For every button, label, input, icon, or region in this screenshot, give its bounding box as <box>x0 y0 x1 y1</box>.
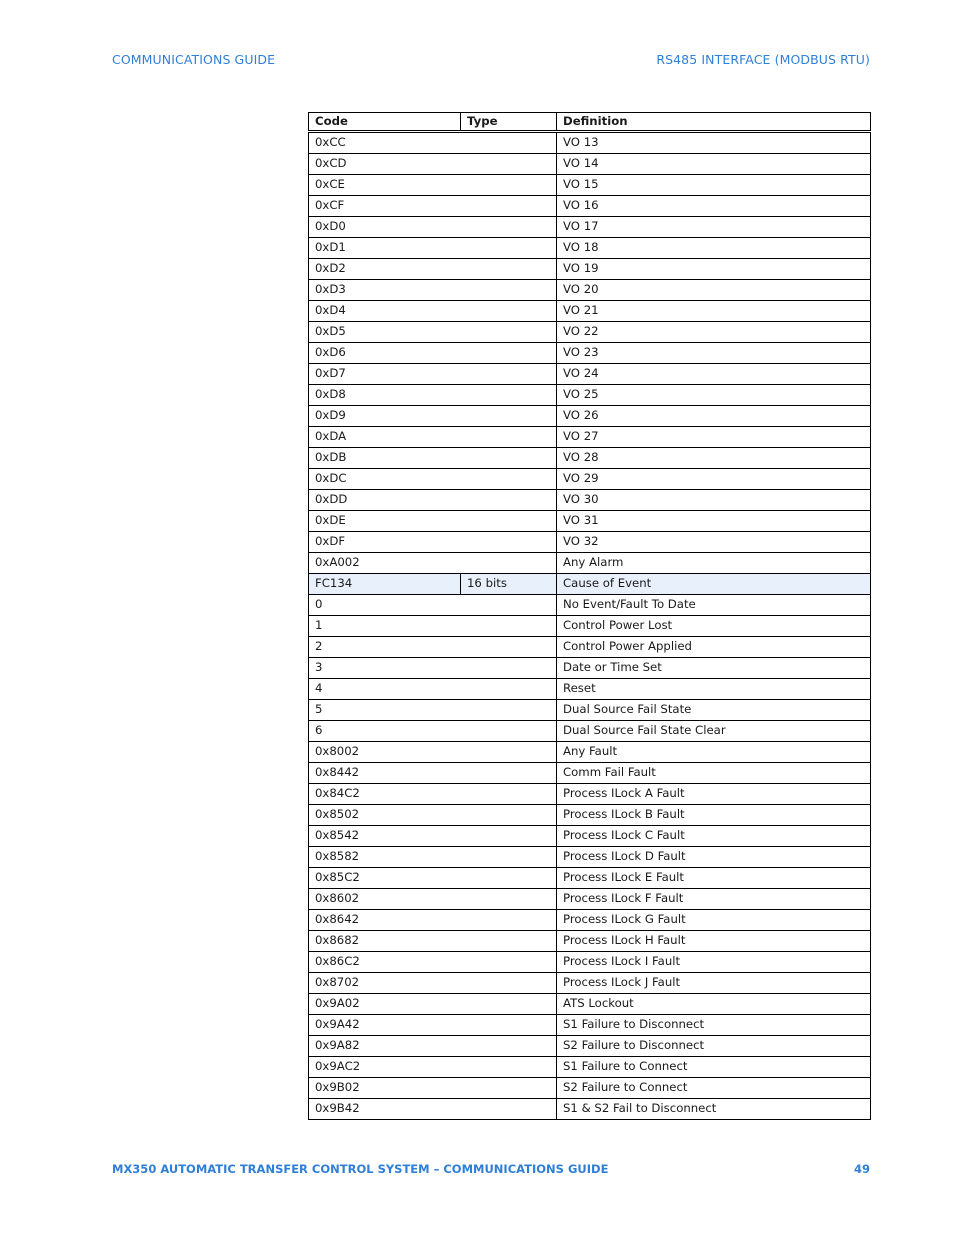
table-row <box>309 637 871 658</box>
cell-definition: VO 26 <box>557 406 871 427</box>
cell-code: 0xD9 <box>309 406 557 427</box>
table-row <box>309 889 871 910</box>
cell-definition: Process ILock F Fault <box>557 889 871 910</box>
cell-code: 0x8682 <box>309 931 557 952</box>
table-row <box>309 322 871 343</box>
cell-code: 4 <box>309 679 557 700</box>
cell-definition: VO 25 <box>557 385 871 406</box>
cell-definition: Any Alarm <box>557 553 871 574</box>
cell-code: 0x8442 <box>309 763 557 784</box>
cell-definition: S1 Failure to Disconnect <box>557 1015 871 1036</box>
column-header-definition: Definition <box>557 113 871 132</box>
cell-definition: Process ILock I Fault <box>557 952 871 973</box>
table-row <box>309 196 871 217</box>
table-row <box>309 700 871 721</box>
cell-definition: Control Power Lost <box>557 616 871 637</box>
cell-definition: VO 13 <box>557 132 871 154</box>
cell-code: 0xCC <box>309 132 557 154</box>
cell-code: 0xCE <box>309 175 557 196</box>
cell-code: 0xCF <box>309 196 557 217</box>
cell-code: 0 <box>309 595 557 616</box>
cell-code: 0x8002 <box>309 742 557 763</box>
cell-definition: VO 23 <box>557 343 871 364</box>
table-row <box>309 301 871 322</box>
cell-definition: VO 14 <box>557 154 871 175</box>
table-row <box>309 553 871 574</box>
cell-code: 0x9AC2 <box>309 1057 557 1078</box>
cell-code: 0x9B02 <box>309 1078 557 1099</box>
table-row <box>309 847 871 868</box>
cell-definition: Process ILock G Fault <box>557 910 871 931</box>
cell-code: 0xDC <box>309 469 557 490</box>
table-row <box>309 616 871 637</box>
cell-definition: Date or Time Set <box>557 658 871 679</box>
table-row <box>309 469 871 490</box>
table-row <box>309 910 871 931</box>
cell-code: 0x84C2 <box>309 784 557 805</box>
table-row <box>309 952 871 973</box>
table-row <box>309 1057 871 1078</box>
cell-code: 6 <box>309 721 557 742</box>
cell-definition: VO 18 <box>557 238 871 259</box>
cell-code: 0x8642 <box>309 910 557 931</box>
footer-document-title: MX350 AUTOMATIC TRANSFER CONTROL SYSTEM – COMMUNICATIONS GUIDE <box>112 1162 609 1176</box>
table-row <box>309 511 871 532</box>
cell-code: 0x8502 <box>309 805 557 826</box>
header-section-title: COMMUNICATIONS GUIDE <box>112 52 276 67</box>
header-chapter-title: RS485 INTERFACE (MODBUS RTU) <box>656 52 870 67</box>
cell-definition: VO 17 <box>557 217 871 238</box>
cell-definition: Process ILock B Fault <box>557 805 871 826</box>
table-row <box>309 763 871 784</box>
cell-definition: VO 24 <box>557 364 871 385</box>
cell-definition: Process ILock A Fault <box>557 784 871 805</box>
cell-definition: Any Fault <box>557 742 871 763</box>
cell-code: 0xA002 <box>309 553 557 574</box>
table-row <box>309 658 871 679</box>
page-number: 49 <box>853 1162 870 1176</box>
cell-definition: VO 22 <box>557 322 871 343</box>
code-definition-table <box>308 112 871 1120</box>
cell-code: 5 <box>309 700 557 721</box>
table-row <box>309 364 871 385</box>
table-row <box>309 1099 871 1120</box>
cell-definition: VO 16 <box>557 196 871 217</box>
cell-definition: Dual Source Fail State Clear <box>557 721 871 742</box>
cell-code: 0x8542 <box>309 826 557 847</box>
table-row <box>309 868 871 889</box>
cell-definition: Reset <box>557 679 871 700</box>
table-row <box>309 448 871 469</box>
cell-code: 0x8702 <box>309 973 557 994</box>
table-row <box>309 1036 871 1057</box>
cell-definition: No Event/Fault To Date <box>557 595 871 616</box>
table-row <box>309 175 871 196</box>
cell-code: 0xDD <box>309 490 557 511</box>
cell-definition: ATS Lockout <box>557 994 871 1015</box>
cell-definition: VO 32 <box>557 532 871 553</box>
cell-code: 1 <box>309 616 557 637</box>
table-row <box>309 679 871 700</box>
column-header-code: Code <box>309 113 461 132</box>
cell-code: 0xDE <box>309 511 557 532</box>
table-header-row <box>309 113 871 132</box>
table-row <box>309 427 871 448</box>
table-row <box>309 574 871 595</box>
cell-code: 0xD2 <box>309 259 557 280</box>
cell-code: 0xD1 <box>309 238 557 259</box>
cell-definition: VO 29 <box>557 469 871 490</box>
column-header-type: Type <box>461 113 557 132</box>
cell-definition: VO 15 <box>557 175 871 196</box>
cell-code: 0xD4 <box>309 301 557 322</box>
cell-definition: VO 28 <box>557 448 871 469</box>
cell-code: 0x86C2 <box>309 952 557 973</box>
cell-definition: VO 31 <box>557 511 871 532</box>
table-row <box>309 490 871 511</box>
cell-code: 0x8602 <box>309 889 557 910</box>
cell-code: 0xDF <box>309 532 557 553</box>
table-row <box>309 259 871 280</box>
table-row <box>309 154 871 175</box>
table-row <box>309 1078 871 1099</box>
table-body <box>309 132 871 1120</box>
cell-code: 0x9B42 <box>309 1099 557 1120</box>
table-row <box>309 973 871 994</box>
cell-definition: Process ILock E Fault <box>557 868 871 889</box>
cell-definition: Process ILock J Fault <box>557 973 871 994</box>
cell-definition: Process ILock H Fault <box>557 931 871 952</box>
cell-definition: VO 30 <box>557 490 871 511</box>
cell-code: 2 <box>309 637 557 658</box>
cell-code: 0x9A02 <box>309 994 557 1015</box>
table-row <box>309 805 871 826</box>
cell-code: 0x9A42 <box>309 1015 557 1036</box>
cell-code: 0x9A82 <box>309 1036 557 1057</box>
cell-definition: S2 Failure to Connect <box>557 1078 871 1099</box>
cell-code: 0xCD <box>309 154 557 175</box>
cell-code: 0xDB <box>309 448 557 469</box>
cell-code: 0xDA <box>309 427 557 448</box>
table-row <box>309 406 871 427</box>
cell-code: 0xD3 <box>309 280 557 301</box>
cell-definition: VO 27 <box>557 427 871 448</box>
cell-type: 16 bits <box>461 574 557 595</box>
cell-code: 0xD8 <box>309 385 557 406</box>
table-row <box>309 742 871 763</box>
table-row <box>309 280 871 301</box>
cell-code: 0x8582 <box>309 847 557 868</box>
table-row <box>309 385 871 406</box>
cell-definition: VO 19 <box>557 259 871 280</box>
cell-code: 0xD7 <box>309 364 557 385</box>
cell-definition: S1 Failure to Connect <box>557 1057 871 1078</box>
cell-definition: Dual Source Fail State <box>557 700 871 721</box>
table-row <box>309 721 871 742</box>
table-row <box>309 532 871 553</box>
table-row <box>309 931 871 952</box>
cell-definition: Control Power Applied <box>557 637 871 658</box>
cell-code: 0xD6 <box>309 343 557 364</box>
cell-definition: S2 Failure to Disconnect <box>557 1036 871 1057</box>
cell-code: 0xD5 <box>309 322 557 343</box>
cell-definition: Cause of Event <box>557 574 871 595</box>
table-row <box>309 826 871 847</box>
table-row <box>309 1015 871 1036</box>
table-row <box>309 132 871 154</box>
cell-definition: S1 & S2 Fail to Disconnect <box>557 1099 871 1120</box>
table-row <box>309 238 871 259</box>
cell-code: 0xD0 <box>309 217 557 238</box>
cell-definition: Process ILock C Fault <box>557 826 871 847</box>
table-row <box>309 994 871 1015</box>
table-row <box>309 217 871 238</box>
cell-code: 0x85C2 <box>309 868 557 889</box>
cell-code: FC134 <box>309 574 461 595</box>
cell-definition: VO 20 <box>557 280 871 301</box>
table-row <box>309 784 871 805</box>
table-row <box>309 595 871 616</box>
cell-definition: VO 21 <box>557 301 871 322</box>
cell-definition: Process ILock D Fault <box>557 847 871 868</box>
cell-code: 3 <box>309 658 557 679</box>
table-row <box>309 343 871 364</box>
cell-definition: Comm Fail Fault <box>557 763 871 784</box>
